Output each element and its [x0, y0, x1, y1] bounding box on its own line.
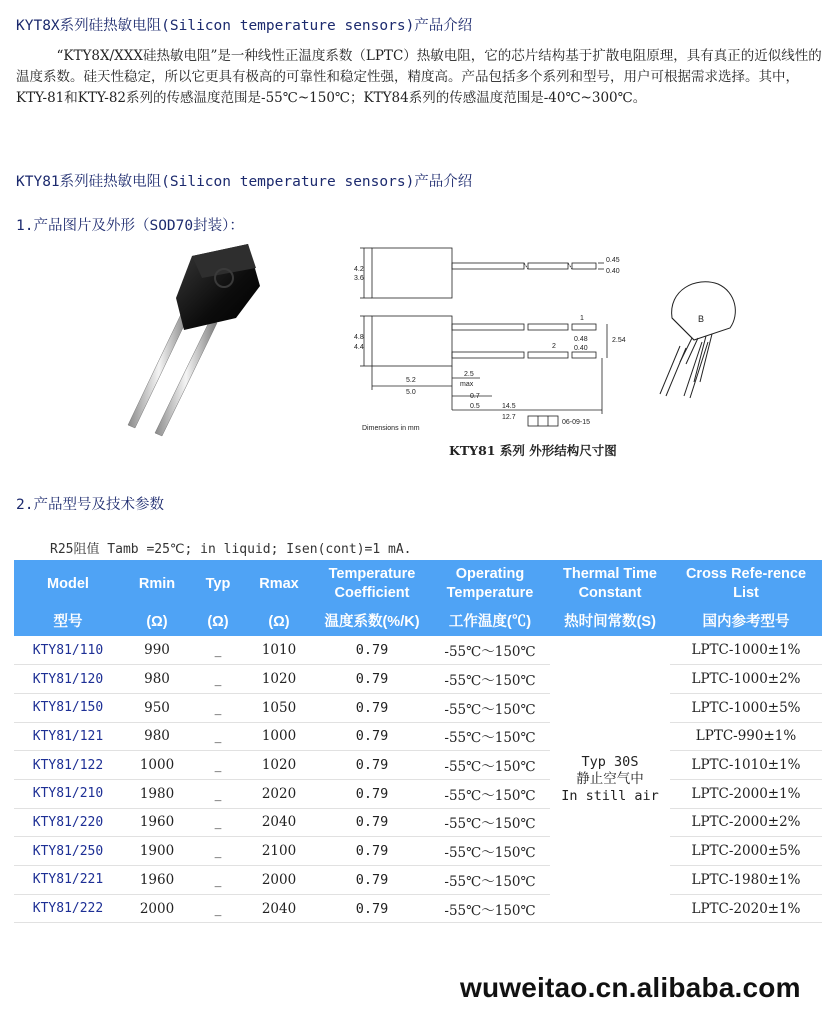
cell-rmax: 1000 [244, 722, 314, 751]
cell-model: KTY81/221 [14, 866, 122, 895]
col-thermal-time-constant: Thermal Time Constant [550, 560, 670, 608]
section-2-title: 2.产品型号及技术参数 [16, 497, 164, 513]
table-row [14, 866, 822, 895]
table-row [14, 894, 822, 923]
sub-cross-reference: 国内参考型号 [670, 608, 822, 636]
dim-2-54: 2.54 [612, 337, 626, 344]
cell-typ: _ [192, 751, 244, 780]
dim-3-6: 3.6 [354, 275, 364, 282]
cell-typ: _ [192, 665, 244, 694]
cell-operating-temp: -55℃～150℃ [430, 722, 550, 751]
dim-5-2: 5.2 [406, 377, 416, 384]
pin-1-label: 1 [580, 315, 584, 322]
cell-rmin: 2000 [122, 894, 192, 923]
spec-table [14, 560, 822, 923]
cell-typ: _ [192, 866, 244, 895]
dim-4-4: 4.4 [354, 344, 364, 351]
sub-model: 型号 [14, 608, 122, 636]
cell-rmin: 990 [122, 636, 192, 665]
cell-model: KTY81/150 [14, 693, 122, 722]
cell-typ: _ [192, 636, 244, 665]
kty81-section-title: KTY81系列硅热敏电阻(Silicon temperature sensors)产品介绍 [16, 174, 473, 190]
sub-typ: (Ω) [192, 608, 244, 636]
dim-12-7: 12.7 [502, 414, 516, 421]
cell-tc: 0.79 [314, 866, 430, 895]
cell-cross-reference: LPTC-1980±1% [670, 866, 822, 895]
intro-paragraph [16, 46, 824, 109]
cell-rmax: 2020 [244, 779, 314, 808]
cell-rmin: 950 [122, 693, 192, 722]
cell-tc: 0.79 [314, 665, 430, 694]
dim-0-40-bottom: 0.40 [574, 345, 588, 352]
col-rmin: Rmin [122, 560, 192, 608]
dim-4-8: 4.8 [354, 334, 364, 341]
table-row [14, 665, 822, 694]
cell-model: KTY81/210 [14, 779, 122, 808]
thermal-en: In still air [561, 787, 659, 804]
cell-tc: 0.79 [314, 722, 430, 751]
cell-rmin: 980 [122, 722, 192, 751]
table-row [14, 722, 822, 751]
col-model: Model [14, 560, 122, 608]
cell-rmax: 2040 [244, 808, 314, 837]
cell-rmin: 1000 [122, 751, 192, 780]
cell-tc: 0.79 [314, 779, 430, 808]
product-photo [120, 238, 268, 438]
cell-operating-temp: -55℃～150℃ [430, 808, 550, 837]
sub-operating-temperature: 工作温度(℃) [430, 608, 550, 636]
table-row [14, 779, 822, 808]
drawing-stamp: 06-09-15 [562, 419, 591, 426]
dim-max: max [460, 381, 474, 388]
cell-operating-temp: -55℃～150℃ [430, 751, 550, 780]
dim-0-5: 0.5 [470, 403, 480, 410]
cell-model: KTY81/110 [14, 636, 122, 665]
sub-rmin: (Ω) [122, 608, 192, 636]
col-rmax: Rmax [244, 560, 314, 608]
cell-rmin: 1960 [122, 808, 192, 837]
cell-rmax: 2100 [244, 837, 314, 866]
cell-model: KTY81/121 [14, 722, 122, 751]
intro-title: KYT8X系列硅热敏电阻(Silicon temperature sensors)产品介绍 [16, 18, 473, 34]
dim-0-48: 0.48 [574, 336, 588, 343]
iso-mark: B [698, 314, 705, 324]
cell-rmax: 2040 [244, 894, 314, 923]
cell-operating-temp: -55℃～150℃ [430, 866, 550, 895]
watermark: wuweitao.cn.alibaba.com [460, 972, 801, 1003]
table-row [14, 751, 822, 780]
cell-rmax: 1020 [244, 751, 314, 780]
cell-rmax: 2000 [244, 866, 314, 895]
cell-tc: 0.79 [314, 894, 430, 923]
dim-2-5: 2.5 [464, 371, 474, 378]
drawing-caption: KTY81 系列 外形结构尺寸图 [449, 443, 617, 458]
cell-operating-temp: -55℃～150℃ [430, 636, 550, 665]
cell-operating-temp: -55℃～150℃ [430, 894, 550, 923]
cell-cross-reference: LPTC-1000±2% [670, 665, 822, 694]
dim-14-5: 14.5 [502, 403, 516, 410]
cell-tc: 0.79 [314, 636, 430, 665]
cell-rmin: 980 [122, 665, 192, 694]
cell-cross-reference: LPTC-2000±5% [670, 837, 822, 866]
section-1-title: 1.产品图片及外形（SOD70封装）： [16, 218, 244, 234]
cell-tc: 0.79 [314, 693, 430, 722]
dim-4-2: 4.2 [354, 266, 364, 273]
cell-operating-temp: -55℃～150℃ [430, 837, 550, 866]
cell-cross-reference: LPTC-1010±1% [670, 751, 822, 780]
cell-typ: _ [192, 837, 244, 866]
table-subheader-row [14, 608, 822, 636]
cell-cross-reference: LPTC-1000±5% [670, 693, 822, 722]
cell-cross-reference: LPTC-2000±1% [670, 779, 822, 808]
cell-model: KTY81/220 [14, 808, 122, 837]
dim-0-45: 0.45 [606, 257, 620, 264]
intro-paragraph-text: “KTY8X/XXX硅热敏电阻”是一种线性正温度系数（LPTC）热敏电阻，它的芯片结构基于扩散电阻原理，具有真正的近似线性的温度系数。硅天性稳定，所以它更具有极高的可靠性和稳定性强，精度高。产品包括多个系列和型号，用户可根据需求选择。其中，KTY-81和KTY-82系列的传感温度范围是-55℃~150℃；KTY84系列的传感温度范围是-40℃~300℃。 [16, 48, 822, 106]
table-row [14, 693, 822, 722]
cell-cross-reference: LPTC-1000±1% [670, 636, 822, 665]
col-operating-temperature: Operating Temperature [430, 560, 550, 608]
cell-operating-temp: -55℃～150℃ [430, 693, 550, 722]
dim-5-0: 5.0 [406, 389, 416, 396]
cell-cross-reference: LPTC-990±1% [670, 722, 822, 751]
cell-rmax: 1010 [244, 636, 314, 665]
cell-tc: 0.79 [314, 751, 430, 780]
cell-cross-reference: LPTC-2020±1% [670, 894, 822, 923]
table-row [14, 636, 822, 665]
cell-tc: 0.79 [314, 808, 430, 837]
cell-model: KTY81/122 [14, 751, 122, 780]
cell-thermal-time-constant [550, 636, 670, 923]
col-typ: Typ [192, 560, 244, 608]
cell-rmin: 1900 [122, 837, 192, 866]
table-header-row [14, 560, 822, 608]
sub-temp-coefficient: 温度系数(%/K) [314, 608, 430, 636]
cell-typ: _ [192, 722, 244, 751]
cell-rmin: 1980 [122, 779, 192, 808]
cell-typ: _ [192, 693, 244, 722]
pin-2-label: 2 [552, 343, 556, 350]
col-cross-reference: Cross Refe-rence List [670, 560, 822, 608]
isometric-view [650, 270, 746, 400]
thermal-typ: Typ 30S [581, 753, 639, 770]
cell-model: KTY81/250 [14, 837, 122, 866]
sub-thermal-time-constant: 热时间常数(S) [550, 608, 670, 636]
units-note: Dimensions in mm [362, 425, 420, 432]
cell-rmax: 1050 [244, 693, 314, 722]
cell-operating-temp: -55℃～150℃ [430, 665, 550, 694]
dim-0-7: 0.7 [470, 393, 480, 400]
dimension-drawing [352, 238, 642, 436]
table-row [14, 808, 822, 837]
thermal-cn: 静止空气中 [576, 770, 644, 787]
cell-model: KTY81/120 [14, 665, 122, 694]
sub-rmax: (Ω) [244, 608, 314, 636]
cell-rmax: 1020 [244, 665, 314, 694]
cell-operating-temp: -55℃～150℃ [430, 779, 550, 808]
cell-rmin: 1960 [122, 866, 192, 895]
measurement-condition: R25阻值 Tamb =25℃; in liquid; Isen(cont)=1 mA. [50, 542, 412, 557]
cell-model: KTY81/222 [14, 894, 122, 923]
cell-typ: _ [192, 779, 244, 808]
cell-typ: _ [192, 894, 244, 923]
cell-tc: 0.79 [314, 837, 430, 866]
table-row [14, 837, 822, 866]
col-temp-coefficient: Temperature Coefficient [314, 560, 430, 608]
dim-0-40-top: 0.40 [606, 268, 620, 275]
cell-cross-reference: LPTC-2000±2% [670, 808, 822, 837]
cell-typ: _ [192, 808, 244, 837]
